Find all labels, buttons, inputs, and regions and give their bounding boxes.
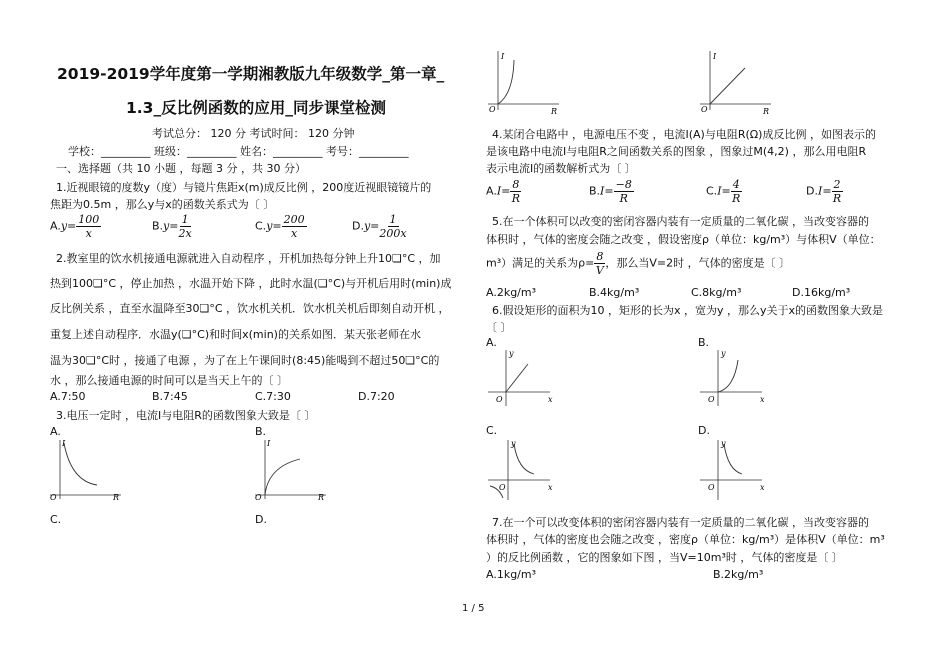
q1-option-numerator: 1 — [181, 213, 189, 226]
q3a-axis-y: I — [62, 439, 66, 448]
q3a-curve — [64, 443, 97, 485]
q4-option-lhs: I= — [817, 184, 832, 198]
q6-graph-c — [484, 436, 556, 502]
q4-option-c[interactable] — [706, 178, 742, 205]
q3b-axis-y: I — [267, 439, 271, 448]
q4-option-label: A. — [486, 184, 497, 198]
q1-option-denominator: x — [291, 227, 298, 240]
q6d-axis-y: y — [721, 439, 726, 448]
q4-option-label: B. — [589, 184, 601, 198]
q6-graph-b — [696, 346, 768, 408]
q4-option-numerator: 8 — [512, 178, 520, 191]
q4-option-label: D. — [806, 184, 818, 198]
q2-line-3: 反比例关系 ，直至水温降至30❏°C ，饮水机关机．饮水机关机后即刻自动开机 ， — [50, 302, 450, 315]
q3d-axis-y: I — [713, 52, 717, 61]
q5-fraction — [594, 250, 605, 277]
q4-option-b[interactable] — [589, 178, 634, 205]
q6c-curve-1 — [514, 444, 534, 474]
q6-graph-d — [696, 436, 768, 502]
q4-line-2: 是该电路中电流I与电阻R之间函数关系的图象 ，图象过M(4,2) ，那么用电阻R — [486, 145, 867, 158]
q4-option-numerator: −8 — [615, 178, 632, 191]
q1-option-c[interactable] — [255, 213, 307, 240]
q6-label-b[interactable]: B. — [698, 336, 710, 349]
q3-stem: 3.电压一定时 ，电流I与电阻R的函数图象大致是〔 〕 — [56, 409, 316, 422]
q4-option-fraction — [832, 178, 843, 205]
q3c-origin: O — [489, 105, 496, 114]
q5-line-1: 5.在一个体积可以改变的密闭容器内装有一定质量的二氧化碳 ，当改变容器的 — [492, 215, 869, 228]
q6b-curve — [718, 360, 738, 392]
q4-option-fraction — [731, 178, 742, 205]
q6b-axis-x: x — [760, 395, 765, 404]
q2-option-c[interactable]: C.7:30 — [255, 390, 291, 403]
q4-option-lhs: I= — [717, 184, 731, 198]
q6c-axis-y: y — [511, 439, 516, 448]
q2-line-4: 重复上述自动程序．水温y(❏°C)和时间x(min)的关系如图．某天张老师在水 — [50, 328, 421, 341]
q3b-curve — [265, 459, 300, 495]
q4-option-numerator: 2 — [833, 178, 841, 191]
q4-line-3: 表示电流I的函数解析式为〔 〕 — [486, 162, 636, 175]
q2-line-2: 热到100❏°C ，停止加热 ，水温开始下降 ，此时水温(❏°C)与开机后用时(min)成 — [50, 277, 452, 290]
q6-label-c[interactable]: C. — [486, 424, 498, 437]
q1-line-1: 1.近视眼镜的度数y（度）与镜片焦距x(m)成反比例 ，200度近视眼镜镜片的 — [56, 181, 432, 194]
title-line-2: 1.3_反比例函数的应用_同步课堂检测 — [126, 99, 386, 117]
q6b-axis-y: y — [721, 349, 726, 358]
q3-label-a[interactable]: A. — [50, 425, 61, 438]
q4-option-fraction — [614, 178, 634, 205]
q1-option-lhs: y= — [266, 219, 282, 233]
q1-option-label: B. — [152, 219, 164, 233]
q1-option-denominator: 200x — [379, 227, 407, 240]
q6a-origin: O — [496, 395, 503, 404]
q1-option-fraction — [379, 213, 406, 240]
q3a-axis-x: R — [113, 493, 120, 501]
q4-option-denominator: R — [511, 192, 521, 205]
q6-label-d[interactable]: D. — [698, 424, 710, 437]
q5-frac-den: V — [595, 264, 604, 277]
q2-line-6: 水 ，那么接通电源的时间可以是当天上午的〔 〕 — [50, 374, 288, 387]
q3-graph-c — [483, 48, 563, 116]
q1-option-numerator: 200 — [283, 213, 305, 226]
section-heading: 一、选择题（共 10 小题 ，每题 3 分 ，共 30 分） — [56, 162, 306, 175]
q6c-axis-x: x — [548, 483, 553, 492]
q4-option-lhs: I= — [496, 184, 511, 198]
q1-option-a[interactable] — [50, 213, 101, 240]
q3-label-c[interactable]: C. — [50, 513, 62, 526]
q3-graph-d — [695, 48, 775, 116]
q3-label-b[interactable]: B. — [255, 425, 267, 438]
q3b-origin: O — [255, 493, 262, 501]
q1-option-denominator: 2x — [178, 227, 192, 240]
q6d-curve — [724, 444, 742, 474]
q5-frac-num: 8 — [596, 250, 604, 263]
q4-option-numerator: 4 — [732, 178, 740, 191]
q4-option-denominator: R — [619, 192, 628, 205]
q2-option-b[interactable]: B.7:45 — [152, 390, 188, 403]
q1-option-label: D. — [352, 219, 364, 233]
exam-info: 考试总分： 120 分 考试时间： 120 分钟 — [152, 127, 355, 140]
q1-option-label: C. — [255, 219, 267, 233]
q1-option-numerator: 1 — [389, 213, 397, 226]
q1-option-fraction — [178, 213, 191, 240]
q7-option-a[interactable]: A.1kg/m³ — [486, 568, 537, 581]
q5-option-c[interactable]: C.8kg/m³ — [691, 286, 742, 299]
q3d-origin: O — [701, 105, 708, 114]
q5-line-2: 体积时 ，气体的密度会随之改变 ，假设密度ρ（单位：kg/m³）与体积V（单位： — [486, 233, 881, 246]
q3c-curve — [498, 60, 514, 104]
q2-line-5: 温为30❏°C时 ，接通了电源 ，为了在上午课间时(8:45)能喝到不超过50❏°C的 — [50, 354, 440, 367]
q4-option-lhs: I= — [600, 184, 614, 198]
q1-option-lhs: y= — [363, 219, 380, 233]
q3-graph-b — [250, 437, 330, 501]
q3b-axis-x: R — [318, 493, 325, 501]
q6d-axis-x: x — [760, 483, 765, 492]
q7-line-3: ）的反比例函数 ，它的图象如下图 ，当V=10m³时 ，气体的密度是〔 〕 — [486, 551, 843, 564]
q4-option-denominator: R — [832, 192, 842, 205]
q6-graph-a — [484, 346, 556, 408]
q4-option-d[interactable] — [806, 178, 843, 205]
q6d-origin: O — [708, 483, 715, 492]
q3c-axis-x: R — [551, 107, 558, 116]
q1-option-b[interactable] — [152, 213, 192, 240]
q3c-axis-y: I — [501, 52, 505, 61]
q4-line-1: 4.某闭合电路中 ，电源电压不变 ，电流I(A)与电阻R(Ω)成反比例 ，如图表示的 — [492, 128, 876, 141]
title-line-1: 2019-2019学年度第一学期湘教版九年级数学_第一章_ — [57, 65, 445, 83]
q3-label-d[interactable]: D. — [255, 513, 267, 526]
q4-option-a[interactable] — [486, 178, 521, 205]
q1-option-lhs: y= — [60, 219, 77, 233]
q3a-origin: O — [50, 493, 57, 501]
q5-option-a[interactable]: A.2kg/m³ — [486, 286, 537, 299]
q6a-line — [506, 364, 528, 392]
q6b-origin: O — [708, 395, 715, 404]
q1-option-denominator: x — [85, 227, 92, 240]
q7-option-b[interactable]: B.2kg/m³ — [713, 568, 764, 581]
q3d-axis-x: R — [763, 107, 770, 116]
q6-label-a[interactable]: A. — [486, 336, 497, 349]
q3-graph-a — [45, 437, 125, 501]
q1-option-fraction — [282, 213, 307, 240]
q5-line-3a: m³）满足的关系为ρ= — [486, 256, 595, 270]
q5-option-b[interactable]: B.4kg/m³ — [589, 286, 640, 299]
q1-line-2: 焦距为0.5m ，那么y与x的函数关系式为〔 〕 — [50, 198, 275, 211]
q4-option-fraction — [510, 178, 521, 205]
q6a-axis-x: x — [548, 395, 553, 404]
q6a-axis-y: y — [509, 349, 514, 358]
page-number: 1 / 5 — [462, 603, 485, 614]
q6-line-1: 6.假设矩形的面积为10 ，矩形的长为x ，宽为y ，那么y关于x的函数图象大致是 — [492, 304, 884, 317]
q2-option-d[interactable]: D.7:20 — [358, 390, 395, 403]
q7-line-1: 7.在一个可以改变体积的密闭容器内装有一定质量的二氧化碳 ，当改变容器的 — [492, 516, 869, 529]
q6-line-2: 〔 〕 — [486, 321, 512, 334]
q5-line-3 — [486, 250, 790, 277]
q1-option-fraction — [76, 213, 101, 240]
student-fields: 学校：_________ 班级：_________ 姓名：_________ 考号：_________ — [68, 145, 409, 158]
q1-option-lhs: y= — [163, 219, 179, 233]
q2-line-1: 2.教室里的饮水机接通电源就进入自动程序 ，开机加热每分钟上升10❏°C ，加 — [56, 252, 441, 265]
q4-option-denominator: R — [732, 192, 741, 205]
q6c-origin: O — [499, 483, 506, 492]
q2-option-a[interactable]: A.7:50 — [50, 390, 86, 403]
q1-option-label: A. — [50, 219, 61, 233]
q1-option-d[interactable] — [352, 213, 407, 240]
q4-option-label: C. — [706, 184, 718, 198]
q5-line-3b: ，那么当V=2时 ，气体的密度是〔 〕 — [605, 256, 791, 270]
q5-option-d[interactable]: D.16kg/m³ — [792, 286, 851, 299]
q3d-line — [710, 68, 745, 104]
q1-option-numerator: 100 — [78, 213, 100, 226]
q7-line-2: 体积时 ，气体的密度也会随之改变 ，密度ρ（单位：kg/m³）是体积V（单位：m³ — [486, 533, 885, 546]
